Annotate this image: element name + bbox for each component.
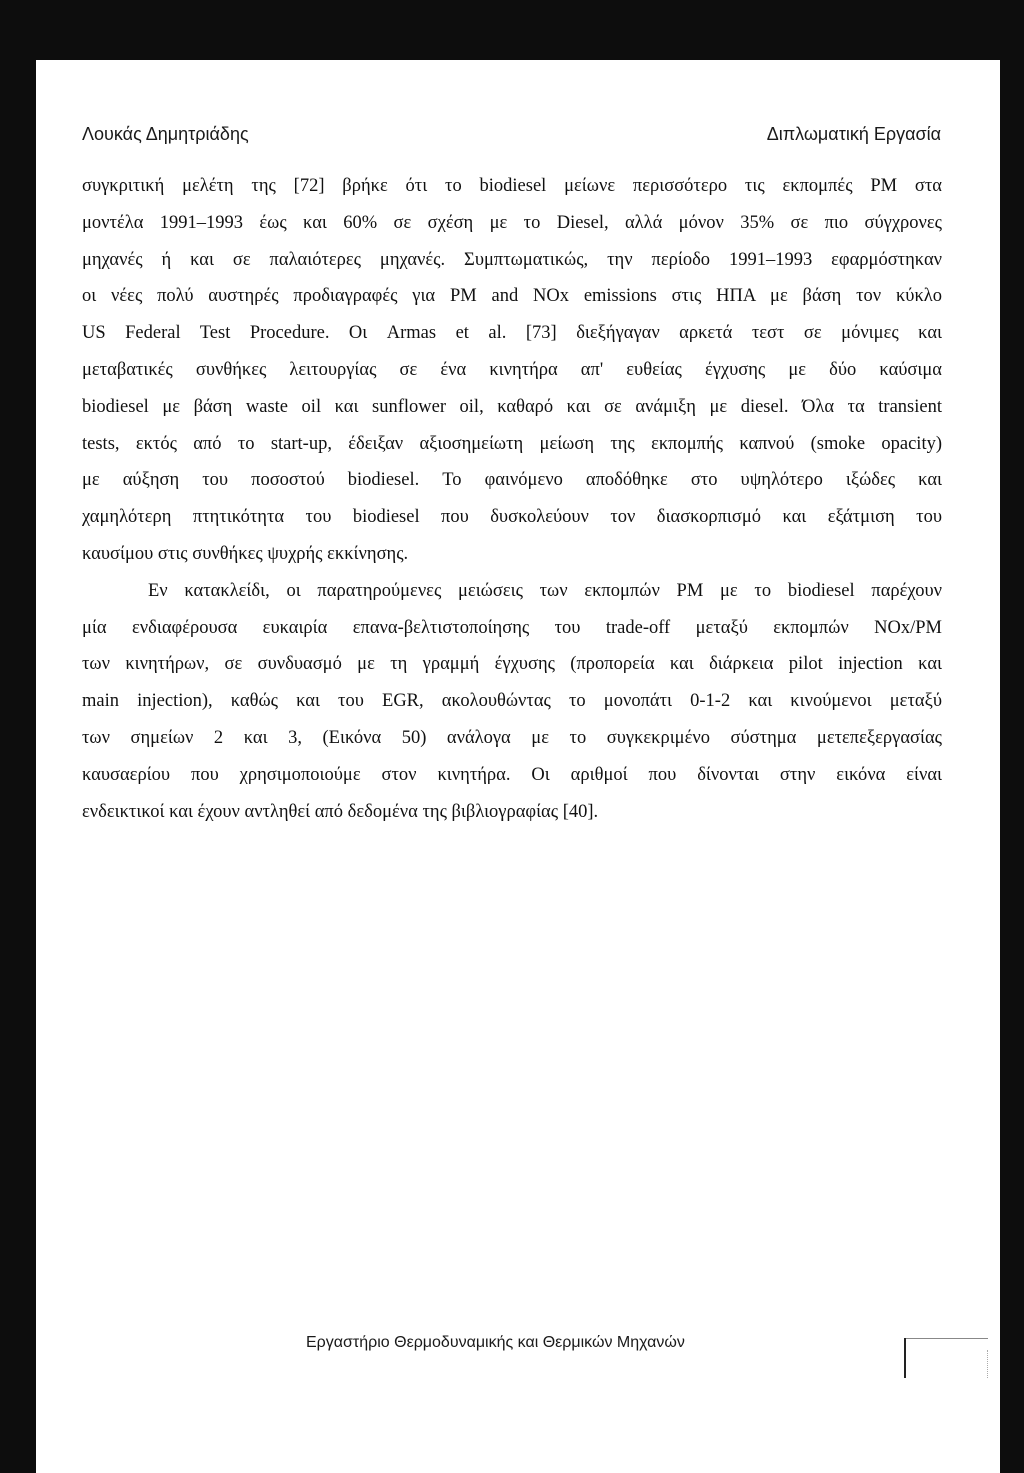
footer-logo-frame <box>904 1338 988 1378</box>
footer-rule-left <box>904 1338 906 1378</box>
text-line: ενδεικτικοί και έχουν αντληθεί από δεδομένα της βιβλιογραφίας [40]. <box>82 801 599 822</box>
text-line: οι νέες πολύ αυστηρές προδιαγραφές για PM and NOx emissions στις ΗΠΑ με βάση τον κύκλο <box>82 286 942 307</box>
text-line: US Federal Test Procedure. Οι Armas et al. [73] διεξήγαγαν αρκετά τεστ σε μόνιμες και <box>82 323 942 344</box>
text-line: main injection), καθώς και του EGR, ακολουθώντας το μονοπάτι 0-1-2 και κινούμενοι μεταξύ <box>82 691 942 712</box>
text-line: με αύξηση του ποσοστού biodiesel. Το φαινόμενο αποδόθηκε στο υψηλότερο ιξώδες και <box>82 470 942 491</box>
text-line: μεταβατικές συνθήκες λειτουργίας σε ένα κινητήρα απ' ευθείας έγχυσης με δύο καύσιμα <box>82 359 942 380</box>
text-line: tests, εκτός από το start-up, έδειξαν αξιοσημείωτη μείωση της εκπομπής καπνού (smoke opacity) <box>82 433 942 454</box>
body-text <box>82 168 942 830</box>
footer-rule-top <box>904 1338 988 1339</box>
text-line: συγκριτική μελέτη της [72] βρήκε ότι το biodiesel μείωνε περισσότερο τις εκπομπές PM στα <box>82 176 942 196</box>
footer-lab-name: Εργαστήριο Θερμοδυναμικής και Θερμικών Μηχανών <box>306 1334 685 1351</box>
header-document-type: Διπλωματική Εργασία <box>766 124 941 144</box>
text-line: biodiesel με βάση waste oil και sunflower oil, καθαρό και σε ανάμιξη με diesel. Όλα τα transient <box>82 396 942 417</box>
text-line: μηχανές ή και σε παλαιότερες μηχανές. Συμπτωματικώς, την περίοδο 1991–1993 εφαρμόστηκαν <box>82 249 942 270</box>
text-line: καυσίμου στις συνθήκες ψυχρής εκκίνησης. <box>82 543 409 564</box>
text-line: των σημείων 2 και 3, (Εικόνα 50) ανάλογα με το συγκεκριμένο σύστημα μετεπεξεργασίας <box>82 727 942 748</box>
text-line: χαμηλότερη πτητικότητα του biodiesel που δυσκολεύουν τον διασκορπισμό και εξάτμιση του <box>82 507 942 528</box>
text-line: μοντέλα 1991–1993 έως και 60% σε σχέση με το Diesel, αλλά μόνον 35% σε πιο σύγχρονες <box>82 212 942 233</box>
paragraph-2 <box>82 573 942 831</box>
text-line: των κινητήρων, σε συνδυασμό με τη γραμμή έγχυσης (προπορεία και διάρκεια pilot injection και <box>82 654 942 675</box>
header-author: Λουκάς Δημητριάδης <box>82 124 249 144</box>
footer-rule-right <box>987 1350 988 1378</box>
text-line: μία ενδιαφέρουσα ευκαιρία επανα-βελτιστοποίησης του trade-off μεταξύ εκπομπών NOx/PM <box>82 617 942 638</box>
text-line: Εν κατακλείδι, οι παρατηρούμενες μειώσεις των εκπομπών PM με το biodiesel παρέχουν <box>148 580 942 601</box>
paragraph-1 <box>82 168 942 573</box>
text-line: καυσαερίου που χρησιμοποιούμε στον κινητήρα. Οι αριθμοί που δίνονται στην εικόνα είναι <box>82 764 942 785</box>
